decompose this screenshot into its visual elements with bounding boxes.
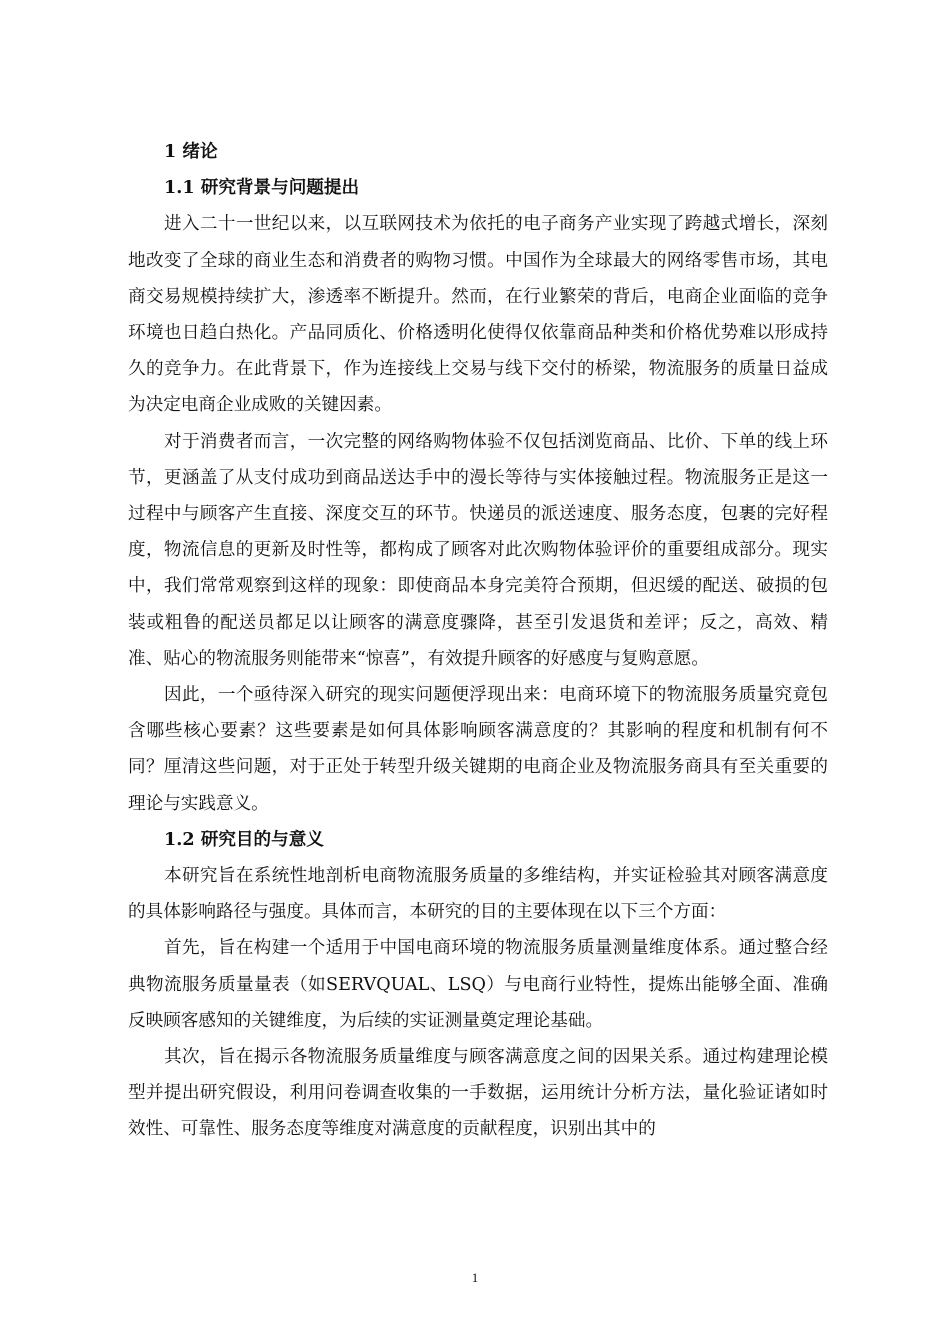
paragraph: 本研究旨在系统性地剖析电商物流服务质量的多维结构，并实证检验其对顾客满意度的具体影响路径与强度。具体而言，本研究的目的主要体现在以下三个方面： [128, 866, 828, 923]
paragraph: 进入二十一世纪以来，以互联网技术为依托的电子商务产业实现了跨越式增长，深刻地改变了全球的商业生态和消费者的购物习惯。中国作为全球最大的网络零售市场，其电商交易规模持续扩大，渗透率不断提升。然而，在行业繁荣的背后，电商企业面临的竞争环境也日趋白热化。产品同质化、价格透明化使得仅依靠商品种类和价格优势难以形成持久的竞争力。在此背景下，作为连接线上交易与线下交付的桥梁，物流服务的质量日益成为决定电商企业成败的关键因素。 [128, 214, 828, 416]
chapter-title: 1 绪论 [164, 141, 218, 162]
section-heading-1-1: 1.1 研究背景与问题提出 [164, 177, 360, 199]
paragraph: 其次，旨在揭示各物流服务质量维度与顾客满意度之间的因果关系。通过构建理论模型并提出研究假设，利用问卷调查收集的一手数据，运用统计分析方法，量化验证诸如时效性、可靠性、服务态度等维度对满意度的贡献程度，识别出其中的 [128, 1047, 828, 1140]
paragraph: 首先，旨在构建一个适用于中国电商环境的物流服务质量测量维度体系。通过整合经典物流服务质量量表（如SERVQUAL、LSQ）与电商行业特性，提炼出能够全面、准确反映顾客感知的关键维度，为后续的实证测量奠定理论基础。 [128, 938, 828, 1031]
paragraph: 因此，一个亟待深入研究的现实问题便浮现出来：电商环境下的物流服务质量究竟包含哪些核心要素？这些要素是如何具体影响顾客满意度的？其影响的程度和机制有何不同？厘清这些问题，对于正处于转型升级关键期的电商企业及物流服务商具有至关重要的理论与实践意义。 [128, 685, 828, 814]
page-content [128, 134, 828, 1148]
section-heading-1-2: 1.2 研究目的与意义 [164, 828, 324, 850]
paragraph: 对于消费者而言，一次完整的网络购物体验不仅包括浏览商品、比价、下单的线上环节，更涵盖了从支付成功到商品送达手中的漫长等待与实体接触过程。物流服务正是这一过程中与顾客产生直接、深度交互的环节。快递员的派送速度、服务态度，包裹的完好程度，物流信息的更新及时性等，都构成了顾客对此次购物体验评价的重要组成部分。现实中，我们常常观察到这样的现象：即使商品本身完美符合预期，但迟缓的配送、破损的包装或粗鲁的配送员都足以让顾客的满意度骤降，甚至引发退货和差评；反之，高效、精准、贴心的物流服务则能带来“惊喜”，有效提升顾客的好感度与复购意愿。 [128, 431, 828, 669]
page-number: 1 [471, 1270, 479, 1285]
